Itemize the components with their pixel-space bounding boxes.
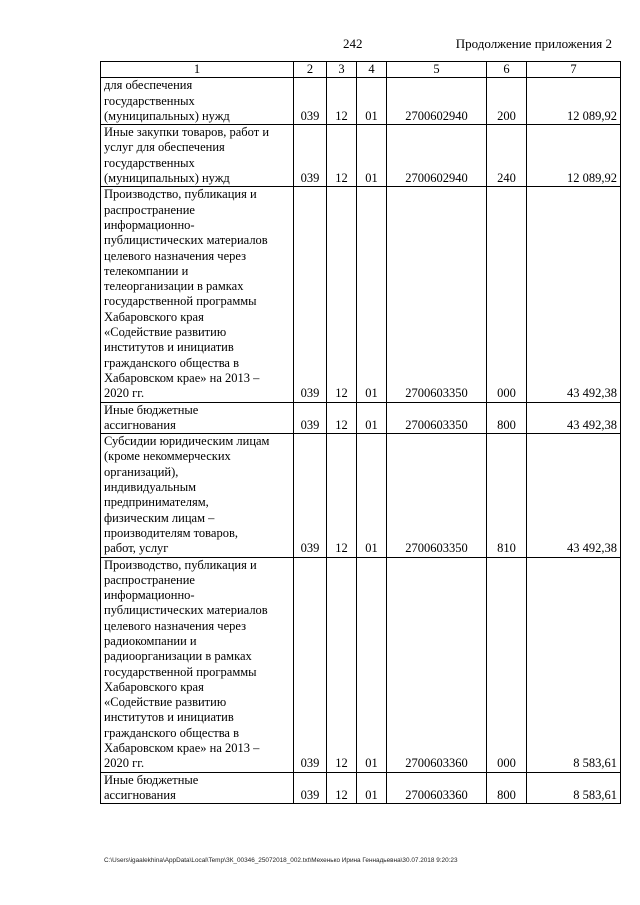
row-name: Иные закупки товаров, работ и услуг для обеспечения государственных (муниципальных) нужд [101, 125, 294, 187]
expense-type-code: 000 [487, 557, 527, 772]
section-code: 12 [327, 78, 357, 125]
column-header: 2 [294, 62, 327, 78]
table-row [101, 125, 621, 187]
page-number: 242 [343, 36, 363, 51]
row-name: Производство, публикация и распространение информационно- публицистических материалов целевого назначения через телекомпании и телеорганизации в рамках государственной программы Хабаровского края «Содействие развитию институтов и инициатив гражданского общества в Хабаровском крае» на 2013 – 2020 гг. [101, 187, 294, 402]
column-header: 1 [101, 62, 294, 78]
expense-type-code: 800 [487, 772, 527, 804]
row-name: Иные бюджетные ассигнования [101, 772, 294, 804]
row-name: Производство, публикация и распространение информационно- публицистических материалов целевого назначения через радиокомпании и радиоорганизации в рамках государственной программы Хабаровского края «Содействие развитию институтов и инициатив гражданского общества в Хабаровском крае» на 2013 – 2020 гг. [101, 557, 294, 772]
ministry-code: 039 [294, 187, 327, 402]
section-code: 12 [327, 402, 357, 434]
table-row [101, 187, 621, 402]
amount: 43 492,38 [527, 402, 621, 434]
target-article-code: 2700603350 [387, 434, 487, 557]
expense-type-code: 200 [487, 78, 527, 125]
subsection-code: 01 [357, 78, 387, 125]
ministry-code: 039 [294, 402, 327, 434]
target-article-code: 2700602940 [387, 78, 487, 125]
target-article-code: 2700602940 [387, 125, 487, 187]
section-code: 12 [327, 125, 357, 187]
section-code: 12 [327, 434, 357, 557]
column-header: 3 [327, 62, 357, 78]
column-header: 5 [387, 62, 487, 78]
table-row [101, 772, 621, 804]
subsection-code: 01 [357, 402, 387, 434]
amount: 12 089,92 [527, 125, 621, 187]
subsection-code: 01 [357, 434, 387, 557]
target-article-code: 2700603350 [387, 402, 487, 434]
table-row [101, 434, 621, 557]
row-name: Субсидии юридическим лицам (кроме некоммерческих организаций), индивидуальным предпринимателям, физическим лицам – производителям товаров, работ, услуг [101, 434, 294, 557]
ministry-code: 039 [294, 125, 327, 187]
section-code: 12 [327, 187, 357, 402]
ministry-code: 039 [294, 772, 327, 804]
amount: 8 583,61 [527, 772, 621, 804]
expense-type-code: 810 [487, 434, 527, 557]
subsection-code: 01 [357, 557, 387, 772]
target-article-code: 2700603360 [387, 772, 487, 804]
section-code: 12 [327, 772, 357, 804]
target-article-code: 2700603360 [387, 557, 487, 772]
target-article-code: 2700603350 [387, 187, 487, 402]
column-header: 7 [527, 62, 621, 78]
header-row [101, 62, 621, 78]
row-name: Иные бюджетные ассигнования [101, 402, 294, 434]
amount: 43 492,38 [527, 434, 621, 557]
subsection-code: 01 [357, 125, 387, 187]
subsection-code: 01 [357, 187, 387, 402]
ministry-code: 039 [294, 78, 327, 125]
column-header: 4 [357, 62, 387, 78]
expense-type-code: 800 [487, 402, 527, 434]
amount: 8 583,61 [527, 557, 621, 772]
table-row [101, 78, 621, 125]
ministry-code: 039 [294, 434, 327, 557]
ministry-code: 039 [294, 557, 327, 772]
budget-table [100, 61, 621, 804]
file-path-footer: C:\Users\igaalekhina\AppData\Local\Temp\ЗК_00346_25072018_002.txt\Мехенько Ирина Геннадьевна\30.07.2018 9:20:23 [104, 857, 458, 864]
amount: 12 089,92 [527, 78, 621, 125]
table-row [101, 402, 621, 434]
continuation-label: Продолжение приложения 2 [455, 36, 612, 51]
expense-type-code: 000 [487, 187, 527, 402]
section-code: 12 [327, 557, 357, 772]
amount: 43 492,38 [527, 187, 621, 402]
expense-type-code: 240 [487, 125, 527, 187]
column-header: 6 [487, 62, 527, 78]
table-row [101, 557, 621, 772]
subsection-code: 01 [357, 772, 387, 804]
row-name: для обеспечения государственных (муниципальных) нужд [101, 78, 294, 125]
